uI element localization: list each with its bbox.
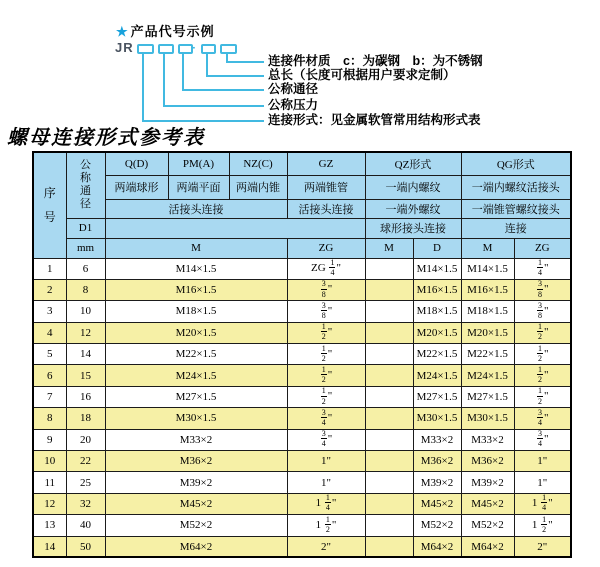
fraction: $\frac{1}{2}$ [538, 364, 543, 385]
cell-qz-d: M16×1.5 [413, 279, 461, 300]
cell-qz-d: M39×2 [413, 472, 461, 493]
cell-qz-m [365, 451, 413, 472]
code-label-diameter: 公称通径 [268, 82, 319, 96]
cell-qz-m [365, 344, 413, 365]
cell-m: M33×2 [105, 429, 287, 450]
group-code-q: Q(D) [105, 152, 168, 175]
connector-line [206, 52, 208, 75]
cell-gz-zg: 1" [287, 451, 365, 472]
fraction: $\frac{1}{2}$ [321, 343, 326, 363]
cell-qg-m: M30×1.5 [461, 408, 514, 429]
cell-dn: 40 [66, 515, 105, 536]
connector-line [226, 52, 228, 61]
group-code-qz: QZ形式 [365, 152, 461, 175]
cell-seq: 11 [33, 472, 66, 493]
cell-qg-m: M16×1.5 [461, 279, 514, 300]
cell-qz-d: M24×1.5 [413, 365, 461, 386]
fraction: $\frac{3}{8}$ [321, 279, 326, 299]
cell-qz-m [365, 536, 413, 557]
connector-line [226, 61, 264, 63]
conn-type-qz: 一端外螺纹 [365, 199, 461, 218]
cell-dn: 8 [66, 279, 105, 300]
cell-seq: 9 [33, 429, 66, 450]
table-row [33, 536, 571, 557]
cell-qg-zg: $\frac{3}{4}$ " [514, 429, 571, 450]
group-code-gz: GZ [287, 152, 365, 175]
unit-m-qg: M [461, 238, 514, 258]
cell-qz-m [365, 472, 413, 493]
cell-gz-zg: $\frac{1}{2}$ " [287, 365, 365, 386]
fraction: $\frac{1}{2}$ [538, 322, 543, 342]
cell-gz-zg: $\frac{3}{8}$ " [287, 301, 365, 322]
fraction: $\frac{3}{4}$ [321, 407, 326, 427]
cell-gz-zg: 1 $\frac{1}{4}$ " [287, 493, 365, 514]
cell-m: M18×1.5 [105, 301, 287, 322]
table-row [33, 386, 571, 407]
cell-qz-d: M52×2 [413, 515, 461, 536]
cell-qg-m: M18×1.5 [461, 301, 514, 322]
code-label-length: 总长（长度可根据用户要求定制） [268, 68, 456, 82]
cell-dn: 50 [66, 536, 105, 557]
cell-qz-m [365, 386, 413, 407]
col-header-dn-text: 公 称 通 径 [80, 158, 91, 211]
fraction: $\frac{3}{4}$ [321, 429, 326, 449]
cell-qz-m [365, 429, 413, 450]
cell-gz-zg: $\frac{3}{4}$ " [287, 408, 365, 429]
cell-qg-m: M20×1.5 [461, 322, 514, 343]
cell-qg-m: M52×2 [461, 515, 514, 536]
cell-qg-zg: $\frac{1}{2}$ " [514, 344, 571, 365]
header-blank [105, 218, 365, 238]
code-box-2 [158, 44, 174, 54]
cell-qz-d: M18×1.5 [413, 301, 461, 322]
cell-m: M64×2 [105, 536, 287, 557]
cell-dn: 25 [66, 472, 105, 493]
cell-qz-m [365, 279, 413, 300]
cell-qg-m: M64×2 [461, 536, 514, 557]
group-desc-q: 两端球形 [105, 175, 168, 199]
fraction: $\frac{3}{8}$ [538, 300, 543, 320]
cell-seq: 2 [33, 279, 66, 300]
cell-m: M20×1.5 [105, 322, 287, 343]
cell-m: M36×2 [105, 451, 287, 472]
cell-qz-m [365, 493, 413, 514]
cell-m: M14×1.5 [105, 258, 287, 279]
cell-dn: 15 [66, 365, 105, 386]
cell-seq: 8 [33, 408, 66, 429]
cell-m: M45×2 [105, 493, 287, 514]
product-code-prefix: JR [115, 40, 134, 55]
cell-qz-m [365, 365, 413, 386]
cell-qg-m: M22×1.5 [461, 344, 514, 365]
cell-dn: 16 [66, 386, 105, 407]
table-row [33, 279, 571, 300]
cell-qz-d: M33×2 [413, 429, 461, 450]
cell-seq: 13 [33, 515, 66, 536]
group-code-qg: QG形式 [461, 152, 571, 175]
cell-seq: 5 [33, 344, 66, 365]
fraction: $\frac{1}{2}$ [321, 386, 326, 406]
code-box-1 [137, 44, 154, 54]
cell-m: M52×2 [105, 515, 287, 536]
code-label-pressure: 公称压力 [268, 98, 319, 112]
group-desc-qg: 一端内螺纹活接头 [461, 175, 571, 199]
table-row [33, 493, 571, 514]
cell-dn: 10 [66, 301, 105, 322]
diagram-title [116, 21, 215, 40]
nut-connection-table [32, 151, 572, 558]
cell-dn: 6 [66, 258, 105, 279]
cell-qz-m [365, 301, 413, 322]
table-row [33, 451, 571, 472]
cell-dn: 14 [66, 344, 105, 365]
group-desc-pm: 两端平面 [168, 175, 229, 199]
cell-qg-m: M14×1.5 [461, 258, 514, 279]
group-code-pm: PM(A) [168, 152, 229, 175]
table-row [33, 408, 571, 429]
cell-dn: 18 [66, 408, 105, 429]
table-row [33, 429, 571, 450]
cell-qz-d: M27×1.5 [413, 386, 461, 407]
col-header-seq [33, 152, 66, 258]
cell-m: M16×1.5 [105, 279, 287, 300]
cell-m: M30×1.5 [105, 408, 287, 429]
fraction: $\frac{1}{2}$ [325, 514, 330, 534]
col-header-dn [66, 152, 105, 218]
table-row [33, 301, 571, 322]
conn-type-gz: 活接头连接 [287, 199, 365, 218]
cell-gz-zg: $\frac{1}{2}$ " [287, 344, 365, 365]
cell-qg-zg: $\frac{1}{2}$ " [514, 322, 571, 343]
cell-dn: 22 [66, 451, 105, 472]
fraction: $\frac{3}{8}$ [321, 300, 326, 320]
cell-qg-m: M33×2 [461, 429, 514, 450]
unit-d-qz: D [413, 238, 461, 258]
unit-m-left: M [105, 238, 287, 258]
col-header-d1: D1 [66, 218, 105, 238]
connector-line [206, 75, 264, 77]
cell-m: M24×1.5 [105, 365, 287, 386]
fraction: $\frac{1}{2}$ [542, 514, 547, 534]
table-row [33, 344, 571, 365]
fraction: $\frac{3}{4}$ [538, 407, 543, 427]
cell-qg-zg: $\frac{1}{2}$ " [514, 386, 571, 407]
unit-zg-qg: ZG [514, 238, 571, 258]
cell-qg-zg: $\frac{1}{4}$ " [514, 258, 571, 279]
group-desc-nz: 两端内锥 [229, 175, 287, 199]
unit-zg-gz: ZG [287, 238, 365, 258]
cell-m: M39×2 [105, 472, 287, 493]
connector-line [163, 52, 165, 105]
cell-qg-m: M27×1.5 [461, 386, 514, 407]
cell-qz-d: M45×2 [413, 493, 461, 514]
fraction: $\frac{1}{2}$ [321, 364, 326, 385]
cell-seq: 12 [33, 493, 66, 514]
cell-qz-m [365, 515, 413, 536]
cell-qz-d: M36×2 [413, 451, 461, 472]
cell-qg-zg: $\frac{1}{2}$ " [514, 365, 571, 386]
connector-line [142, 52, 144, 120]
code-label-material: 连接件材质 c：为碳钢 b：为不锈钢 [268, 54, 483, 68]
star-icon: ★ [116, 24, 129, 39]
cell-seq: 7 [33, 386, 66, 407]
cell-dn: 12 [66, 322, 105, 343]
connector-line [182, 52, 184, 89]
cell-qg-zg: 2" [514, 536, 571, 557]
col-header-seq-text: 序 号 [43, 186, 56, 224]
cell-qg-zg: 1 $\frac{1}{2}$ " [514, 515, 571, 536]
cell-qz-d: M20×1.5 [413, 322, 461, 343]
fraction: $\frac{1}{2}$ [538, 343, 543, 363]
cell-qg-m: M39×2 [461, 472, 514, 493]
cell-qz-d: M14×1.5 [413, 258, 461, 279]
cell-gz-zg: $\frac{3}{8}$ " [287, 279, 365, 300]
cell-gz-zg: ZG $\frac{1}{4}$ " [287, 258, 365, 279]
cell-m: M22×1.5 [105, 344, 287, 365]
cell-qg-zg: $\frac{3}{8}$ " [514, 301, 571, 322]
fraction: $\frac{3}{4}$ [538, 429, 543, 449]
conn-type-left: 活接头连接 [105, 199, 287, 218]
cell-qz-d: M22×1.5 [413, 344, 461, 365]
table-row [33, 515, 571, 536]
group-code-nz: NZ(C) [229, 152, 287, 175]
code-box-4 [201, 44, 216, 54]
cell-qg-zg: 1" [514, 472, 571, 493]
cell-seq: 4 [33, 322, 66, 343]
cell-seq: 3 [33, 301, 66, 322]
cell-dn: 20 [66, 429, 105, 450]
fraction: $\frac{1}{2}$ [321, 322, 326, 342]
code-label-connection: 连接形式：见金属软管常用结构形式表 [268, 113, 481, 127]
group-desc-gz: 两端锥管 [287, 175, 365, 199]
cell-qz-d: M30×1.5 [413, 408, 461, 429]
unit-m-qz: M [365, 238, 413, 258]
group-desc-qz: 一端内螺纹 [365, 175, 461, 199]
cell-qg-zg: 1" [514, 451, 571, 472]
code-box-5 [220, 44, 237, 54]
table-body [33, 258, 571, 557]
cell-gz-zg: 1" [287, 472, 365, 493]
table-row [33, 258, 571, 279]
cell-qg-m: M45×2 [461, 493, 514, 514]
table-row [33, 365, 571, 386]
cell-gz-zg: 2" [287, 536, 365, 557]
fraction: $\frac{1}{4}$ [538, 258, 543, 278]
cell-qz-m [365, 258, 413, 279]
cell-seq: 14 [33, 536, 66, 557]
fraction: $\frac{1}{4}$ [330, 258, 335, 278]
cell-gz-zg: $\frac{1}{2}$ " [287, 322, 365, 343]
cell-qg-m: M24×1.5 [461, 365, 514, 386]
connector-line [182, 89, 264, 91]
cell-qg-zg: $\frac{3}{4}$ " [514, 408, 571, 429]
cell-gz-zg: $\frac{1}{2}$ " [287, 386, 365, 407]
conn-desc-qz: 球形接头连接 [365, 218, 461, 238]
table-row [33, 322, 571, 343]
fraction: $\frac{3}{8}$ [538, 279, 543, 299]
cell-gz-zg: 1 $\frac{1}{2}$ " [287, 515, 365, 536]
cell-qz-m [365, 408, 413, 429]
cell-qz-m [365, 322, 413, 343]
conn-type-qg: 一端锥管螺纹接头 [461, 199, 571, 218]
cell-gz-zg: $\frac{3}{4}$ " [287, 429, 365, 450]
col-header-mm: mm [66, 238, 105, 258]
fraction: $\frac{1}{4}$ [542, 493, 547, 513]
cell-qg-zg: 1 $\frac{1}{4}$ " [514, 493, 571, 514]
cell-qg-m: M36×2 [461, 451, 514, 472]
table-row [33, 472, 571, 493]
connector-line [163, 105, 264, 107]
cell-m: M27×1.5 [105, 386, 287, 407]
code-dash: - [191, 39, 196, 54]
cell-seq: 6 [33, 365, 66, 386]
conn-desc-qg: 连接 [461, 218, 571, 238]
cell-qg-zg: $\frac{3}{8}$ " [514, 279, 571, 300]
fraction: $\frac{1}{4}$ [325, 493, 330, 513]
cell-seq: 10 [33, 451, 66, 472]
fraction: $\frac{1}{2}$ [538, 386, 543, 406]
table-title: 螺母连接形式参考表 [7, 127, 205, 149]
cell-dn: 32 [66, 493, 105, 514]
cell-seq: 1 [33, 258, 66, 279]
cell-qz-d: M64×2 [413, 536, 461, 557]
diagram-title-text: 产品代号示例 [130, 24, 215, 39]
